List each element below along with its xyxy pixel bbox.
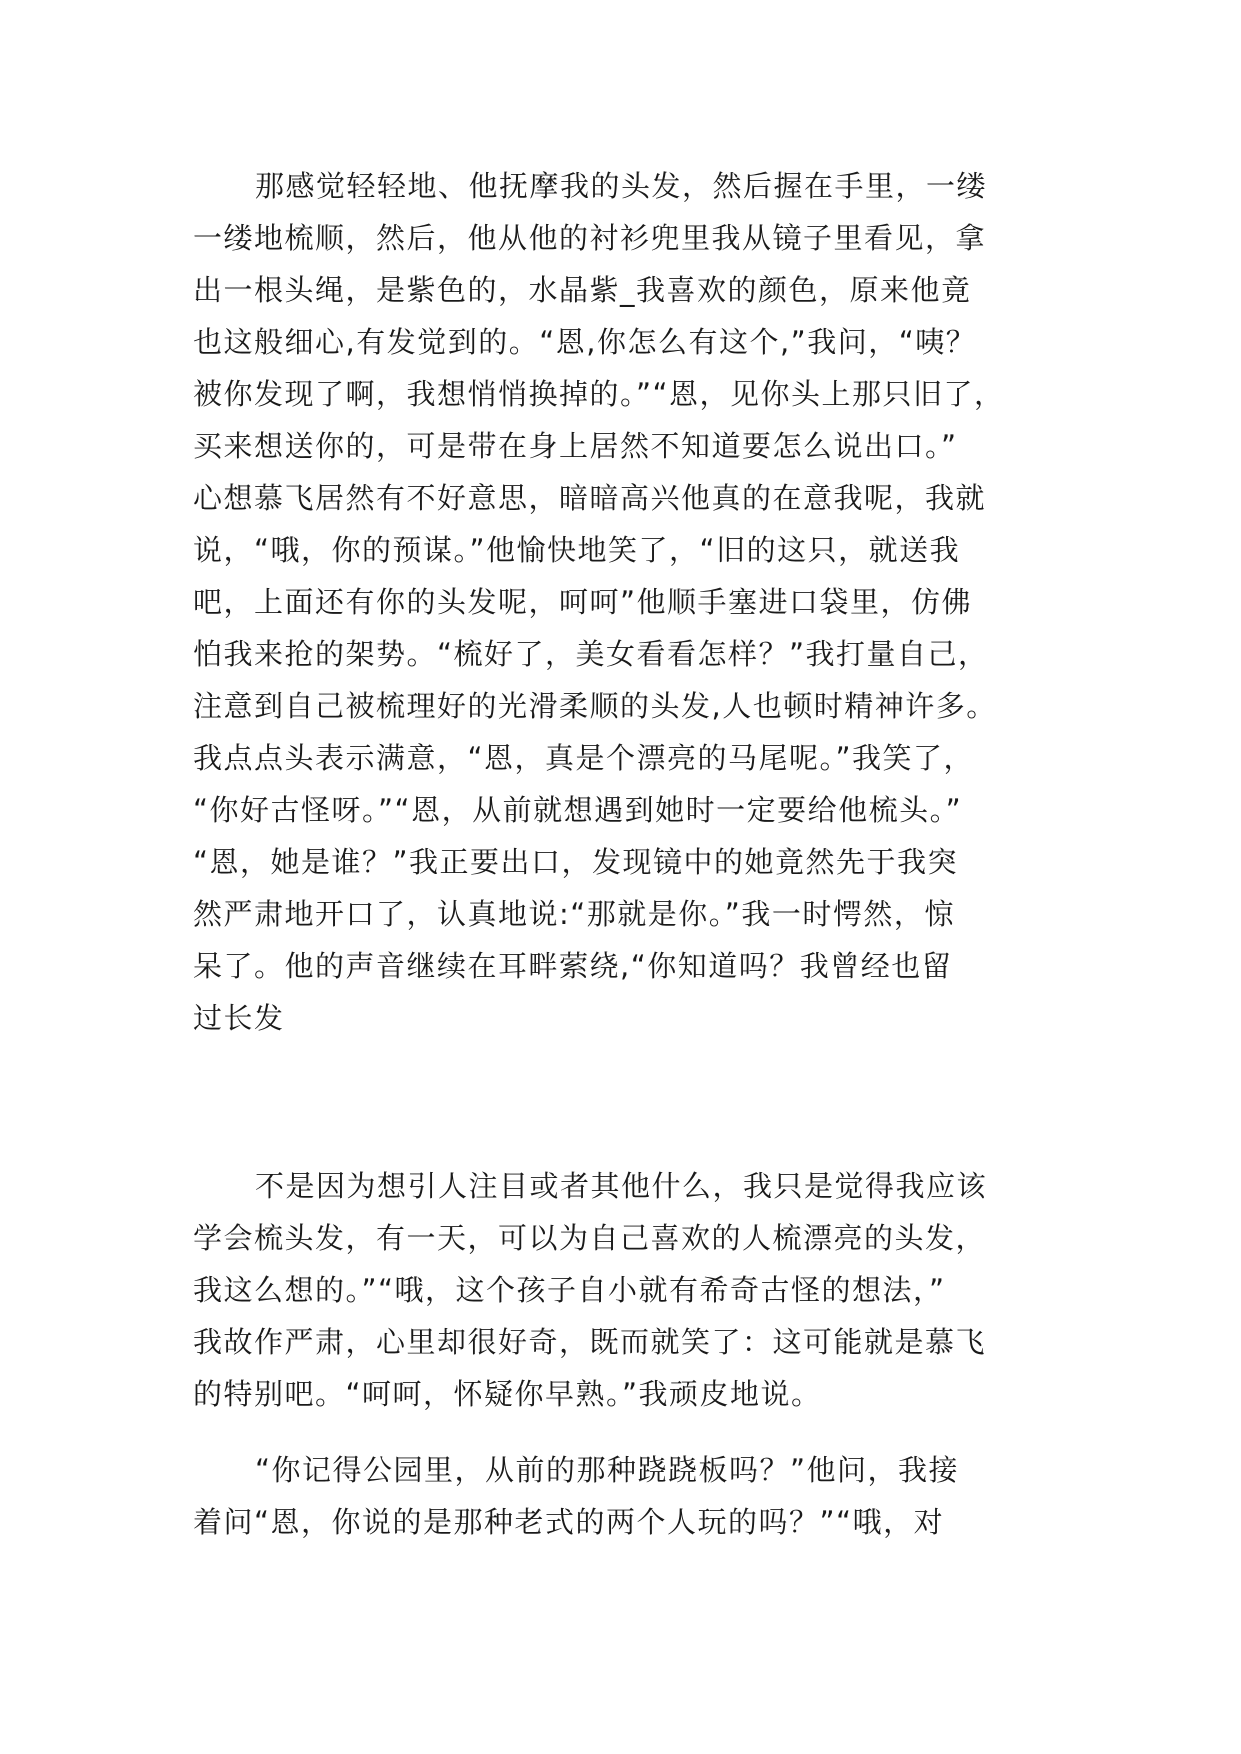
text-line: 出一根头绳，是紫色的，水晶紫_我喜欢的颜色，原来他竟 (193, 273, 972, 307)
text-line: 不是因为想引人注目或者其他什么，我只是觉得我应该 (255, 1169, 988, 1203)
text-line: 的特别吧。“呵呵，怀疑你早熟。”我顽皮地说。 (193, 1377, 822, 1411)
text-line: 着问“恩，你说的是那种老式的两个人玩的吗？”“哦，对 (193, 1505, 945, 1539)
text-line: 我这么想的。”“哦，这个孩子自小就有希奇古怪的想法，” (193, 1273, 946, 1307)
text-line: “你好古怪呀。”“恩，从前就想遇到她时一定要给他梳头。” (193, 793, 963, 827)
text-line: 呆了。他的声音继续在耳畔萦绕,“你知道吗？我曾经也留 (193, 949, 953, 983)
text-line: 说，“哦，你的预谋。”他愉快地笑了，“旧的这只，就送我 (193, 533, 961, 567)
text-line: 然严肃地开口了，认真地说:“那就是你。”我一时愕然，惊 (193, 897, 955, 931)
paragraph-1 (193, 160, 1073, 1044)
paragraph-3 (193, 1444, 1073, 1548)
text-line: “恩，她是谁？”我正要出口，发现镜中的她竟然先于我突 (193, 845, 959, 879)
text-line: 一缕地梳顺，然后，他从他的衬衫兜里我从镜子里看见，拿 (193, 221, 987, 255)
text-line: 也这般细心,有发觉到的。“恩,你怎么有这个,”我问，“咦？ (193, 325, 977, 359)
text-line: 怕我来抢的架势。“梳好了，美女看看怎样？”我打量自己， (193, 637, 989, 671)
text-line: 吧，上面还有你的头发呢，呵呵”他顺手塞进口袋里，仿佛 (193, 585, 973, 619)
text-line: 我点点头表示满意，“恩，真是个漂亮的马尾呢。”我笑了， (193, 741, 975, 775)
text-line: 那感觉轻轻地、他抚摩我的头发，然后握在手里，一缕 (255, 169, 988, 203)
text-line: 学会梳头发，有一天，可以为自己喜欢的人梳漂亮的头发， (193, 1221, 987, 1255)
text-line: 过长发 (193, 1001, 285, 1035)
text-line: 注意到自己被梳理好的光滑柔顺的头发,人也顿时精神许多。 (193, 689, 997, 723)
paragraph-2 (193, 1160, 1073, 1420)
text-line: 心想慕飞居然有不好意思，暗暗高兴他真的在意我呢，我就 (193, 481, 987, 515)
text-line: 我故作严肃，心里却很好奇，既而就笑了：这可能就是慕飞 (193, 1325, 987, 1359)
text-line: 买来想送你的，可是带在身上居然不知道要怎么说出口。” (193, 429, 958, 463)
text-line: “你记得公园里，从前的那种跷跷板吗？”他问，我接 (255, 1453, 960, 1487)
text-line: 被你发现了啊，我想悄悄换掉的。”“恩，见你头上那只旧了， (193, 377, 1005, 411)
